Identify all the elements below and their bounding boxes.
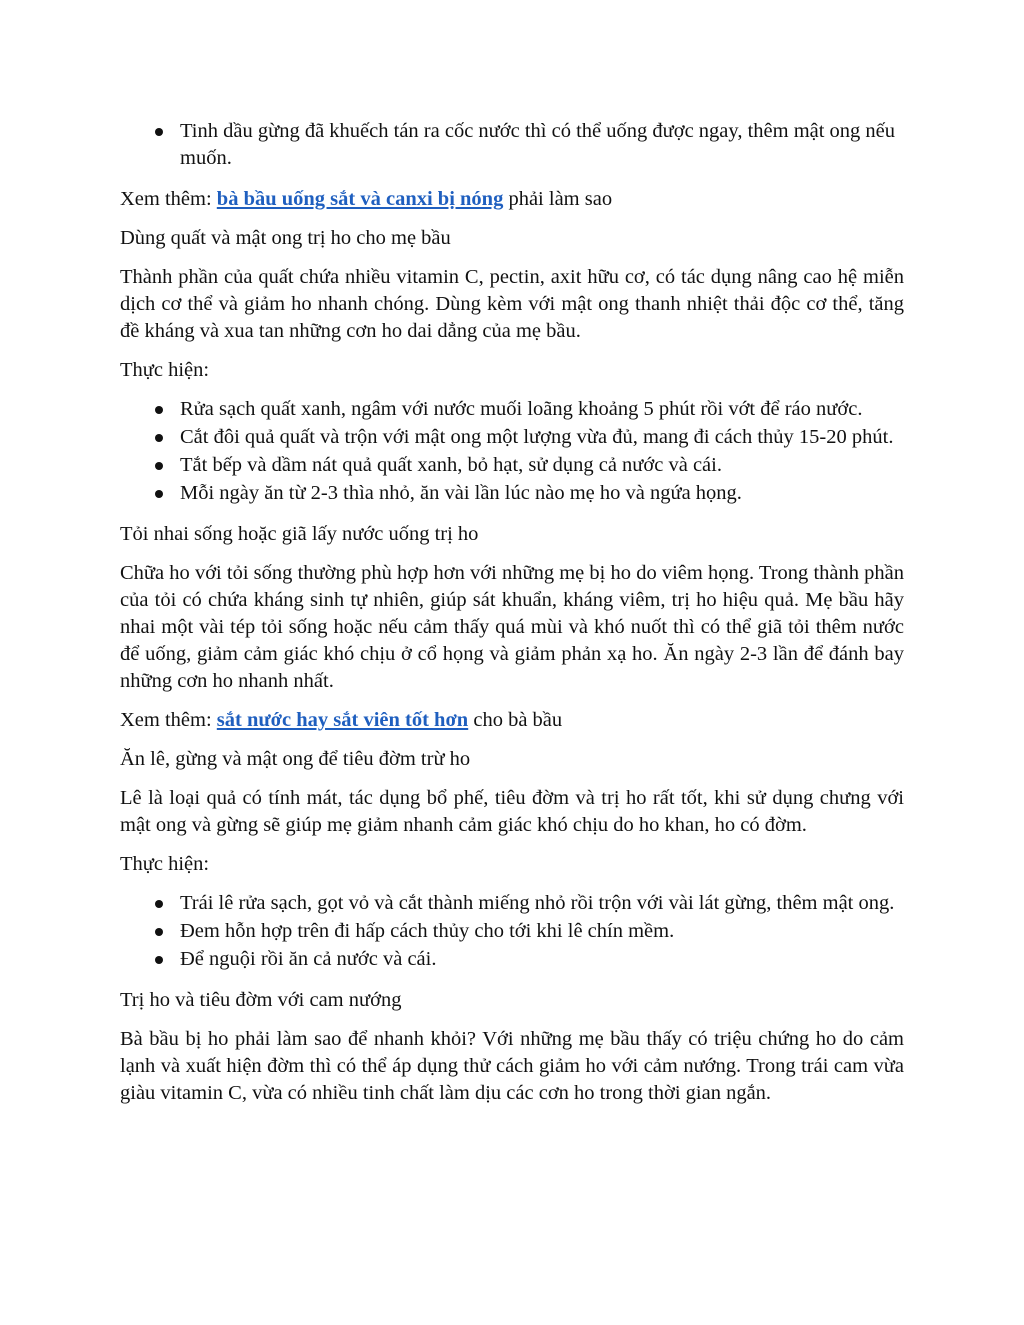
section-body-pear: Lê là loại quả có tính mát, tác dụng bổ phế, tiêu đờm và trị ho rất tốt, khi sử dụng chưng với mật ong và gừng sẽ giúp mẹ giảm nhanh cảm giác khó chịu do ho khan, ho có đờm. [120,787,904,836]
see-more-paragraph [120,707,904,734]
list-item [120,396,904,423]
see-more-paragraph [120,186,904,213]
see-more-suffix: cho bà bầu [468,709,563,731]
bullet-icon [155,406,163,414]
section-heading-pear: Ăn lê, gừng và mật ong để tiêu đờm trừ ho [120,748,471,770]
section-body-orange: Bà bầu bị ho phải làm sao để nhanh khỏi? Với những mẹ bầu thấy có triệu chứng ho do cảm lạnh và xuất hiện đờm thì có thể áp dụng thử cách giảm ho với cảm nướng. Trong trái cam vừa giàu vitamin C, vừa có nhiều tinh chất làm dịu các cơn ho trong thời gian ngắn. [120,1028,904,1104]
see-more-link-iron-calcium[interactable]: bà bầu uống sắt và canxi bị nóng [216,188,504,210]
steps-label: Thực hiện: [120,359,210,381]
bullet-icon [155,128,163,136]
bullet-icon [155,956,163,964]
list-item [120,118,904,172]
list-item [120,452,904,479]
bullet-icon [155,462,163,470]
list-item [120,918,904,945]
list-item-text: Đem hỗn hợp trên đi hấp cách thủy cho tới khi lê chín mềm. [180,920,675,942]
section-heading-orange: Trị ho và tiêu đờm với cam nướng [120,989,402,1011]
kumquat-steps-list [120,396,904,507]
see-more-prefix: Xem thêm: [120,188,217,210]
section-body-kumquat: Thành phần của quất chứa nhiều vitamin C, pectin, axit hữu cơ, có tác dụng nâng cao hệ miễn dịch cơ thể và giảm ho nhanh chóng. Dùng kèm với mật ong thanh nhiệt thải độc cơ thể, tăng đề kháng và xua tan những cơn ho dai dẳng của mẹ bầu. [120,266,904,342]
list-item [120,946,904,973]
bullet-icon [155,490,163,498]
list-item [120,424,904,451]
steps-label: Thực hiện: [120,853,210,875]
pear-steps-list [120,890,904,973]
see-more-prefix: Xem thêm: [120,709,217,731]
bullet-icon [155,928,163,936]
list-item [120,480,904,507]
list-item-text: Cắt đôi quả quất và trộn với mật ong một lượng vừa đủ, mang đi cách thủy 15-20 phút. [180,426,894,448]
see-more-link-iron-type[interactable]: sắt nước hay sắt viên tốt hơn [216,709,469,731]
list-item-text: Mỗi ngày ăn từ 2-3 thìa nhỏ, ăn vài lần lúc nào mẹ ho và ngứa họng. [180,482,742,504]
top-bullet-list [120,118,904,172]
list-item-text: Rửa sạch quất xanh, ngâm với nước muối loãng khoảng 5 phút rồi vớt để ráo nước. [180,398,863,420]
bullet-icon [155,900,163,908]
section-body-garlic: Chữa ho với tỏi sống thường phù hợp hơn với những mẹ bị ho do viêm họng. Trong thành phần của tỏi có chứa kháng sinh tự nhiên, giúp sát khuẩn, kháng viêm, trị ho hiệu quả. Mẹ bầu hãy nhai một vài tép tỏi sống hoặc nếu cảm thấy quá mùi và khó nuốt thì có thể giã tỏi thêm nước để uống, giảm cảm giác khó chịu ở cổ họng và giảm phản xạ ho. Ăn ngày 2-3 lần để đánh bay những cơn ho nhanh nhất. [120,562,904,692]
section-heading-garlic: Tỏi nhai sống hoặc giã lấy nước uống trị ho [120,523,479,545]
list-item-text: Tinh dầu gừng đã khuếch tán ra cốc nước thì có thể uống được ngay, thêm mật ong nếu muốn. [180,120,896,169]
list-item [120,890,904,917]
list-item-text: Tắt bếp và dầm nát quả quất xanh, bỏ hạt, sử dụng cả nước và cái. [180,454,722,476]
list-item-text: Trái lê rửa sạch, gọt vỏ và cắt thành miếng nhỏ rồi trộn với vài lát gừng, thêm mật ong. [180,892,895,914]
bullet-icon [155,434,163,442]
list-item-text: Để nguội rồi ăn cả nước và cái. [180,948,437,970]
see-more-suffix: phải làm sao [503,188,613,210]
document-page [120,118,904,1119]
section-heading-kumquat: Dùng quất và mật ong trị ho cho mẹ bầu [120,227,451,249]
